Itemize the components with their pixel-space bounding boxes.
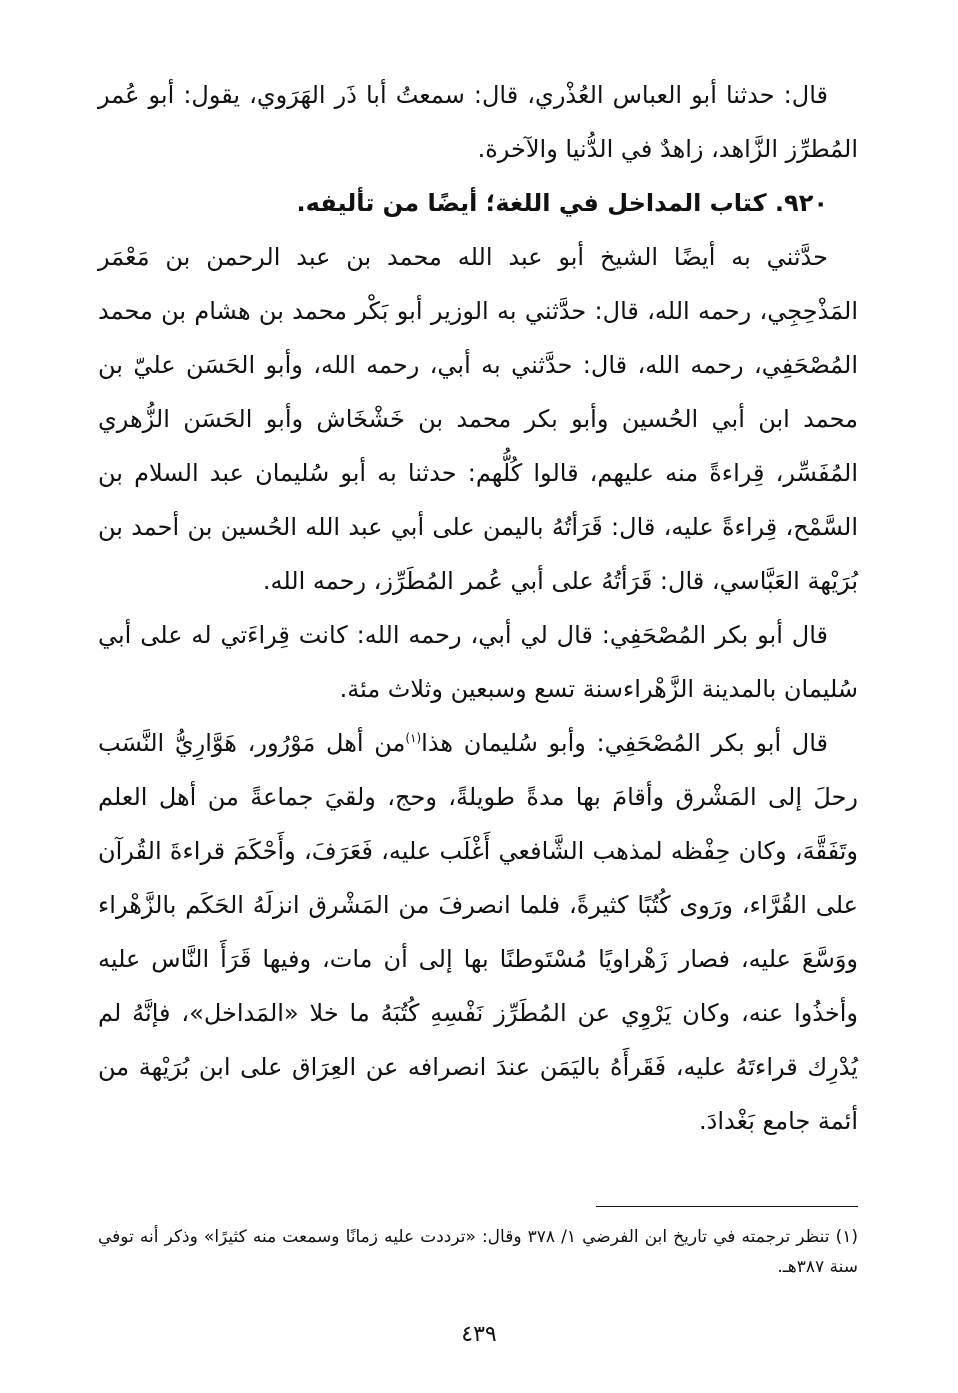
footnote-marker: (١)	[835, 1227, 858, 1247]
paragraph	[98, 716, 858, 1148]
paragraph-part: قال أبو بكر المُصْحَفِي: وأبو سُليمان هذا	[421, 729, 828, 757]
footnote	[98, 1222, 858, 1282]
paragraph: قال: حدثنا أبو العباس العُذْري، قال: سمعتُ أبا ذَر الهَرَوي، يقول: أبو عُمر المُطرِّز الزَّاهد، زاهدٌ في الدُّنيا والآخرة.	[98, 81, 858, 163]
main-text	[98, 68, 858, 1148]
paragraph: قال أبو بكر المُصْحَفِي: قال لي أبي، رحمه الله: كانت قِراءَتي له على أبي سُليمان بالمدينة الزَّهْراءسنة تسع وسبعين وثلاث مئة.	[98, 621, 858, 703]
paragraph: حدَّثني به أيضًا الشيخ أبو عبد الله محمد بن عبد الرحمن بن مَعْمَر المَذْحِجِي، رحمه الله، قال: حدَّثني به الوزير أبو بَكْر محمد بن هشام بن محمد المُصْحَفِي، رحمه الله، قال: حدَّثني به أبي، رحمه الله، وأبو الحَسَن عليّ بن محمد ابن أبي الحُسين وأبو بكر محمد بن خَشْخَاش وأبو الحَسَن الزُّهري المُفَسِّر، قِراءةً منه عليهم، قالوا كُلُّهم: حدثنا به أبو سُليمان عبد السلام بن السَّمْح، قِراءةً عليه، قال: قَرَأتُهُ باليمن على أبي عبد الله الحُسين بن أحمد بن بُرَيْهة العَبَّاسي، قال: قَرَأتُهُ على أبي عُمر المُطَرِّز، رحمه الله.	[98, 243, 858, 595]
entry-heading: ٩٢٠. كتاب المداخل في اللغة؛ أيضًا من تأليفه.	[296, 189, 828, 217]
page-number: ٤٣٩	[461, 1322, 497, 1347]
footnotes	[98, 1222, 858, 1282]
footnote-reference[interactable]: (١)	[405, 731, 422, 745]
footnote-text: تنظر ترجمته في تاريخ ابن الفرضي ١/ ٣٧٨ وقال: «ترددت عليه زمانًا وسمعت منه كثيرًا» وذكر أنه توفي سنة ٣٨٧هـ.	[98, 1227, 858, 1277]
paragraph-part: من أهل مَوْرُور، هَوَّارِيُّ النَّسَب رحلَ إلى المَشْرق وأقامَ بها مدةً طويلةً، وحج، ولقيَ جماعةً من أهل العلم وتَفَقَّهَ، وكان حِفْظه لمذهب الشَّافعي أَغْلَب عليه، فَعَرَفَ، وأَحْكَمَ قراءةَ القُرآن على القُرَّاء، ورَوى كُتُبًا كثيرةً، فلما انصرفَ من المَشْرق انزلَهُ الحَكَم بالزَّهْراء ووَسَّعَ عليه، فصار زَهْراويًا مُسْتَوطنًا بها إلى أن مات، وفيها قَرَأَ النَّاس عليه وأخذُوا عنه، وكان يَرْوِي عن المُطَرِّز نَفْسِهِ كُتُبَهُ ما خلا «المَداخل»، فإنَّهُ لم يُدْرِك قراءتَهُ عليه، فَقَرأَهُ باليَمَن عندَ انصرافه عن العِرَاق على ابن بُرَيْهة من أئمة جامع بَغْدادَ.	[98, 729, 858, 1135]
footnote-divider	[596, 1206, 858, 1207]
